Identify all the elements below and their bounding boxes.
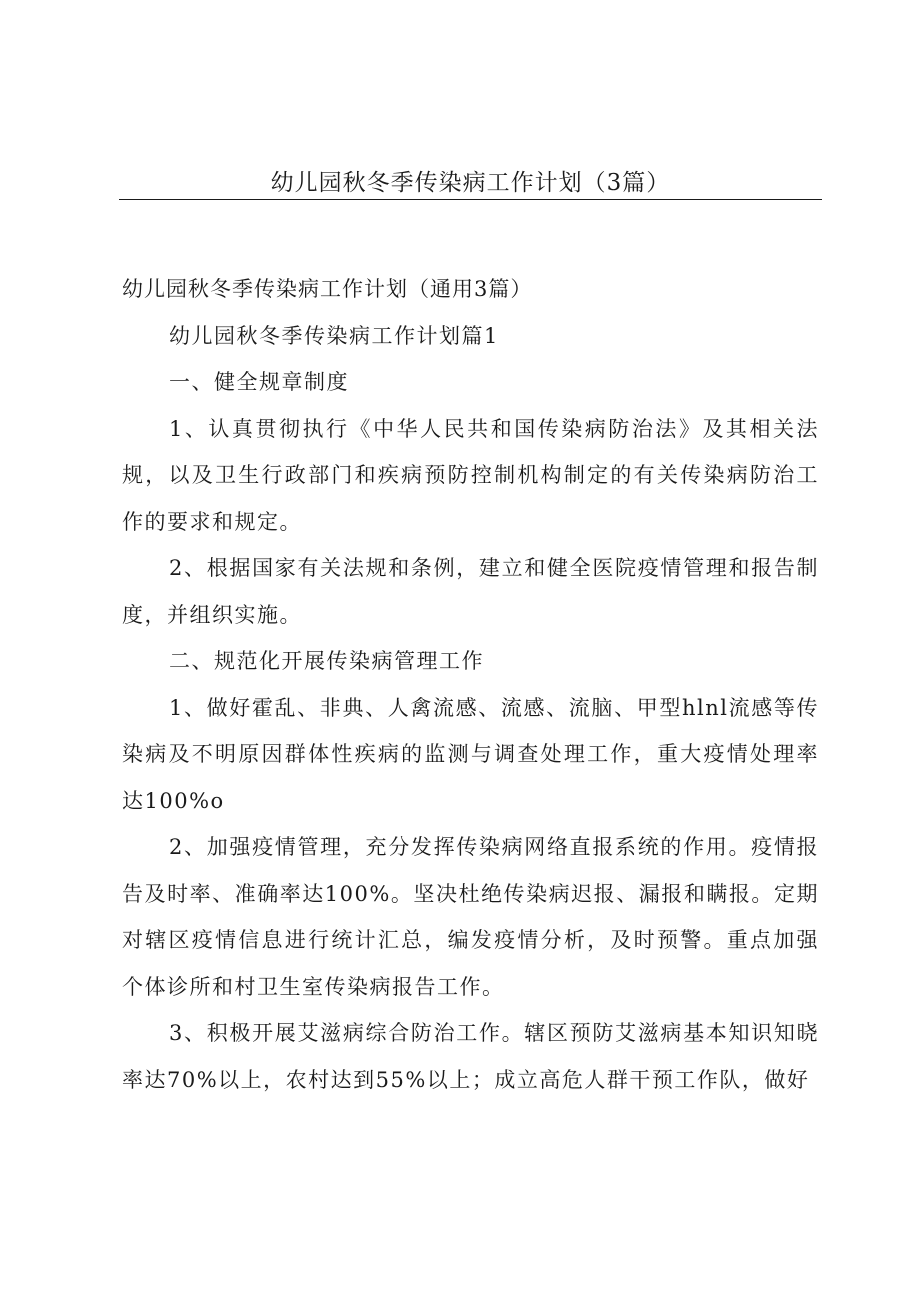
- paragraph-heading-1: 一、健全规章制度: [169, 370, 349, 394]
- paragraph-1-2: 2、根据国家有关法规和条例，建立和健全医院疫情管理和报告制度，并组织实施。: [122, 556, 819, 627]
- paragraph-heading-2: 二、规范化开展传染病管理工作: [169, 649, 484, 673]
- title-underline: [119, 199, 822, 200]
- paragraph-2-3: 3、积极开展艾滋病综合防治工作。辖区预防艾滋病基本知识知晓率达70%以上，农村达到55%以上；成立高危人群干预工作队，做好: [122, 1021, 819, 1092]
- paragraph-2-1: 1、做好霍乱、非典、人禽流感、流感、流脑、甲型hlnl流感等传染病及不明原因群体性疾病的监测与调查处理工作，重大疫情处理率达100%o: [122, 695, 819, 813]
- document-body: [122, 266, 819, 1103]
- document-title: 幼儿园秋冬季传染病工作计划（3篇）: [270, 170, 671, 196]
- paragraph-subtitle: 幼儿园秋冬季传染病工作计划（通用3篇）: [122, 277, 533, 301]
- paragraph-1-1: 1、认真贯彻执行《中华人民共和国传染病防治法》及其相关法规，以及卫生行政部门和疾病预防控制机构制定的有关传染病防治工作的要求和规定。: [122, 416, 819, 534]
- paragraph-section-heading: 幼儿园秋冬季传染病工作计划篇1: [169, 323, 499, 348]
- paragraph-2-2: 2、加强疫情管理，充分发挥传染病网络直报系统的作用。疫情报告及时率、准确率达100%。坚决杜绝传染病迟报、漏报和瞒报。定期对辖区疫情信息进行统计汇总，编发疫情分析，及时预警。重点加强个体诊所和村卫生室传染病报告工作。: [122, 835, 819, 999]
